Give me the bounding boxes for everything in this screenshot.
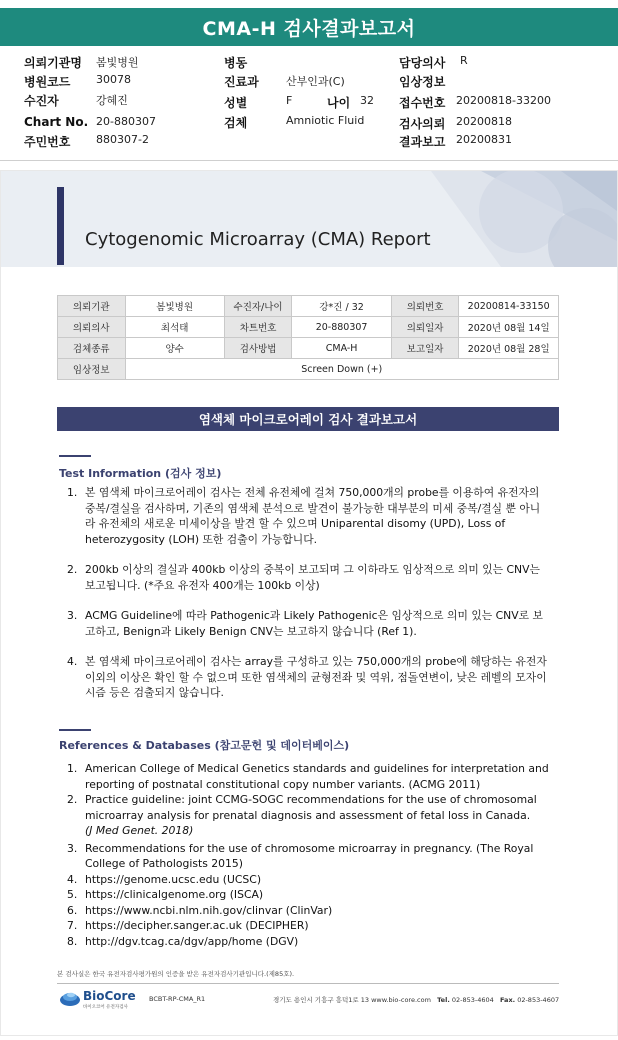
address-text: 경기도 용인시 기흥구 흥덕1로 13 www.bio-core.com: [273, 996, 431, 1004]
item-text: https://decipher.sanger.ac.uk (DECIPHER): [85, 919, 309, 932]
meta-label: 성별: [224, 96, 248, 110]
table-header-cell: 임상정보: [58, 359, 126, 380]
certification-footnote: 본 검사실은 한국 유전자검사평가원의 인증을 받은 유전자검사기관입니다.(제85호).: [57, 970, 295, 978]
meta-row-doctor: [0, 54, 618, 72]
table-cell: 양수: [125, 338, 224, 359]
list-item: [67, 934, 557, 950]
test-info-heading: Test Information (검사 정보): [59, 467, 222, 480]
report-title: Cytogenomic Microarray (CMA) Report: [85, 229, 431, 250]
item-text: American College of Medical Genetics standards and guidelines for interpretation and reporting of postnatal constitutional copy number variants. (ACMG 2011): [85, 762, 549, 791]
biocore-logo-icon: [59, 990, 81, 1008]
list-item: [67, 841, 557, 872]
item-text: ACMG Guideline에 따라 Pathogenic과 Likely Pathogenic은 임상적으로 의미 있는 CNV로 보고하고, Benign과 Likely Benign CNV는 보고하지 않습니다 (Ref 1).: [85, 609, 543, 638]
item-text: https://genome.ucsc.edu (UCSC): [85, 872, 262, 886]
meta-value-age: 32: [360, 94, 374, 107]
meta-value: 20200818: [456, 115, 512, 128]
tel-number: 02-853-4604: [451, 996, 494, 1004]
meta-label: 임상정보: [399, 75, 446, 89]
report-page: [0, 170, 618, 1036]
item-number: 4.: [67, 872, 78, 886]
table-cell: 20200814-33150: [459, 296, 559, 317]
item-text: Recommendations for the use of chromosome microarray in pregnancy. (The Royal College of Pathologists 2015): [85, 841, 534, 870]
list-item: [67, 903, 557, 919]
table-header-cell: 검사방법: [224, 338, 292, 359]
meta-value: F: [286, 94, 293, 107]
test-info-list: [67, 485, 547, 716]
meta-value: 봄빛병원: [96, 56, 139, 69]
table-cell: 2020년 08월 14일: [459, 317, 559, 338]
item-text: 본 염색체 마이크로어레이 검사는 array를 구성하고 있는 750,000개의 probe에 해당하는 유전자 이외의 이상은 확인 할 수 없으며 또한 염색체의 균형전좌 및 역위, 점돌연변이, 낮은 레벨의 모자이시즘 등은 검출되지 않습니다.: [85, 655, 547, 699]
meta-value: 산부인과(C): [286, 75, 345, 88]
section-title-bar: 염색체 마이크로어레이 검사 결과보고서: [57, 407, 559, 431]
table-header-cell: 수진자/나이: [224, 296, 292, 317]
item-text: https://clinicalgenome.org (ISCA): [85, 888, 264, 901]
list-item: [67, 761, 557, 792]
table-header-cell: 검체종류: [58, 338, 126, 359]
fax-label: Fax.: [500, 996, 516, 1004]
table-row: [58, 317, 559, 338]
clinical-info-cell: Screen Down (+): [125, 359, 558, 380]
meta-row-report-date: [0, 133, 618, 151]
list-item: [67, 792, 557, 839]
meta-label: 결과보고: [399, 135, 446, 149]
document-code: BCBT-RP-CMA_R1: [149, 995, 206, 1003]
meta-label: 주민번호: [24, 135, 71, 149]
item-number: 1.: [67, 486, 78, 499]
table-row: [58, 296, 559, 317]
list-item: [67, 887, 557, 903]
item-text: http://dgv.tcag.ca/dgv/app/home (DGV): [85, 934, 299, 948]
divider: [0, 160, 618, 161]
meta-value: 20200831: [456, 133, 512, 146]
meta-value: Amniotic Fluid: [286, 114, 365, 127]
table-cell: 2020년 08월 28일: [459, 338, 559, 359]
item-number: 1.: [67, 762, 78, 775]
table-header-cell: 차트번호: [224, 317, 292, 338]
meta-label: 진료과: [224, 75, 259, 89]
table-header-cell: 의뢰번호: [391, 296, 459, 317]
report-banner: [1, 171, 617, 267]
meta-value: R: [460, 54, 468, 67]
item-number: 3.: [67, 841, 78, 855]
list-item: [67, 562, 547, 593]
banner-decoration: [1, 171, 617, 267]
item-number: 5.: [67, 888, 78, 901]
meta-label: 검사의뢰: [399, 117, 446, 131]
meta-label: 담당의사: [399, 56, 446, 70]
tel-label: Tel.: [437, 996, 450, 1004]
list-item: [67, 654, 547, 701]
meta-label: 병동: [224, 56, 248, 70]
item-number: 7.: [67, 919, 78, 932]
meta-value: 880307-2: [96, 133, 149, 146]
table-row: [58, 338, 559, 359]
list-item: [67, 918, 557, 934]
item-number: 2.: [67, 793, 78, 806]
item-text: 본 염색체 마이크로어레이 검사는 전체 유전체에 걸쳐 750,000개의 probe를 이용하여 유전자의 중복/결실을 검사하며, 기존의 염색체 분석으로 발견이 불가능한 대부분의 미세 중복/결실 뿐 아니라 유전체의 새로운 미세이상을 발견 할 수 있으며 Uniparental disomy (UPD), Loss of heterozygosity (LOH) 또한 검출이 가능합니다.: [85, 486, 541, 546]
meta-label: 접수번호: [399, 96, 446, 110]
references-heading: References & Databases (참고문헌 및 데이터베이스): [59, 739, 350, 752]
biocore-logo: [59, 987, 139, 1013]
meta-row-request-date: [0, 115, 618, 133]
table-cell: 최석태: [125, 317, 224, 338]
meta-value: 30078: [96, 73, 131, 86]
table-header-cell: 보고일자: [391, 338, 459, 359]
footer-contact: [273, 995, 559, 1004]
list-item: [67, 872, 557, 888]
item-text: 200kb 이상의 결실과 400kb 이상의 중복이 보고되며 그 이하라도 임상적으로 의미 있는 CNV는 보고됩니다. (*주요 유전자 400개는 100kb 이상): [85, 563, 540, 592]
meta-value: 20-880307: [96, 115, 156, 128]
meta-label: 의뢰기관명: [24, 56, 82, 70]
item-number: 6.: [67, 903, 78, 917]
table-cell: 봄빛병원: [125, 296, 224, 317]
item-number: 8.: [67, 934, 78, 948]
meta-label: 병원코드: [24, 75, 71, 89]
brand-subtitle: 바이오코어 유전자검사: [83, 1005, 128, 1010]
item-number: 4.: [67, 655, 78, 668]
order-info-table: [57, 295, 559, 380]
item-citation: (J Med Genet. 2018): [85, 824, 194, 837]
footer-divider: [57, 983, 559, 984]
meta-row-receipt-no: [0, 94, 618, 112]
fax-number: 02-853-4607: [517, 996, 560, 1004]
heading-underline: [59, 729, 91, 731]
table-header-cell: 의뢰의사: [58, 317, 126, 338]
meta-value: 20200818-33200: [456, 94, 551, 107]
table-row: [58, 359, 559, 380]
table-cell: CMA-H: [292, 338, 391, 359]
banner-accent-bar: [57, 187, 64, 265]
list-item: [67, 608, 547, 639]
list-item: [67, 485, 547, 547]
meta-row-clinical: [0, 73, 618, 91]
meta-label: 수진자: [24, 94, 59, 108]
meta-label-age: 나이: [327, 96, 351, 110]
table-header-cell: 의뢰기관: [58, 296, 126, 317]
brand-name: BioCore: [83, 989, 136, 1003]
table-header-cell: 의뢰일자: [391, 317, 459, 338]
heading-underline: [59, 455, 91, 457]
meta-value: 강혜진: [96, 94, 128, 107]
table-cell: 강*진 / 32: [292, 296, 391, 317]
references-list: [67, 761, 557, 949]
report-header-title: CMA-H 검사결과보고서: [0, 8, 618, 46]
item-text: Practice guideline: joint CCMG-SOGC recommendations for the use of chromosomal microarray analysis for prenatal diagnosis and assessment of fetal loss in Canada.: [85, 793, 537, 822]
table-cell: 20-880307: [292, 317, 391, 338]
meta-label: Chart No.: [24, 115, 89, 129]
item-text: https://www.ncbi.nlm.nih.gov/clinvar (ClinVar): [85, 903, 333, 917]
item-number: 2.: [67, 563, 78, 576]
item-number: 3.: [67, 609, 78, 622]
meta-label: 검체: [224, 116, 248, 130]
